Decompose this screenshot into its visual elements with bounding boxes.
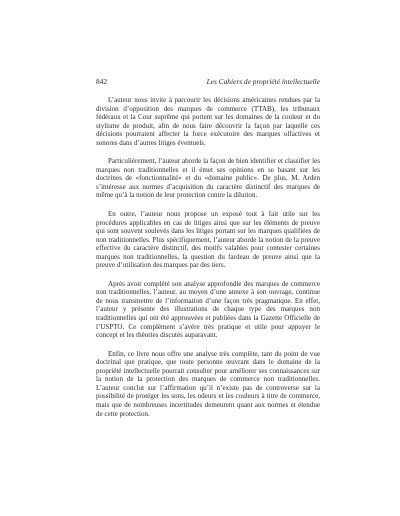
paragraph-4: Après avoir complété son analyse approfondie des marques de commerce non traditionnelles, l’auteur, au moyen d’une annexe à son ouvrage, continue de nous transmettre de l’information d’une façon très pragmatique. En effet, l’auteur y présente des illustrations de chaque type des marques non traditionnelles qui ont été approuvées et publiées dans la Gazette Officielle de l’USPTO. Ce complément s’avère très pratique et utile pour appuyer le concept et les théories discutés auparavant. xyxy=(96,279,320,340)
body-text xyxy=(96,96,320,418)
paragraph-2: Particulièrement, l’auteur aborde la façon de bien identifier et classifier les marques non traditionnelles et il émet ses opinions en se basant sur les doctrines de «fonctionnalité» et du «domaine public». De plus, M. Arden s’intéresse aux normes d’acquisition du caractère distinctif des marques de même qu’à la notion de leur protection contre la dilution. xyxy=(96,157,320,200)
page-header xyxy=(96,76,320,88)
paragraph-3: En outre, l’auteur nous propose un exposé tout à fait utile sur les procédures applicables en cas de litiges ainsi que sur les éléments de preuve qui sont souvent soulevés dans les litiges portant sur les marques qualifiées de non traditionnelles. Plus spécifiquement, l’auteur aborde la notion de la preuve effective du caractère distinctif, des motifs valables pour contester certaines marques non traditionnelles, la question du fardeau de preuve ainsi que la preuve d’utilisation des marques par des tiers. xyxy=(96,210,320,270)
paragraph-5: Enfin, ce livre nous offre une analyse très complète, tant du point de vue doctrinal que pratique, que toute personne œuvrant dans le domaine de la propriété intellectuelle pourrait consulter pour améliorer ses connaissances sur la notion de la protection des marques de commerce non traditionnelles. L’auteur conclut sur l’affirmation qu’il n’existe pas de controverse sur la possibilité de protéger les sons, les odeurs et les couleurs à titre de commerce, mais que de nombreuses incertitudes demeurent quant aux normes et étendue de cette protection. xyxy=(96,349,320,418)
running-title: Les Cahiers de propriété intellectuelle xyxy=(206,77,320,86)
paragraph-1: L’auteur nous invite à parcourir les décisions américaines rendues par la division d’opposition des marques de commerce (TTAB), les tribunaux fédéraux et la Cour suprême qui portent sur les domaines de la couleur et du stylisme de produit, afin de nous faire découvrir la façon par laquelle ces décisions pourraient affecter la force exécutoire des marques olfactives et sonores dans d’autres litiges éventuels. xyxy=(96,96,320,147)
page-number: 842 xyxy=(96,77,108,86)
